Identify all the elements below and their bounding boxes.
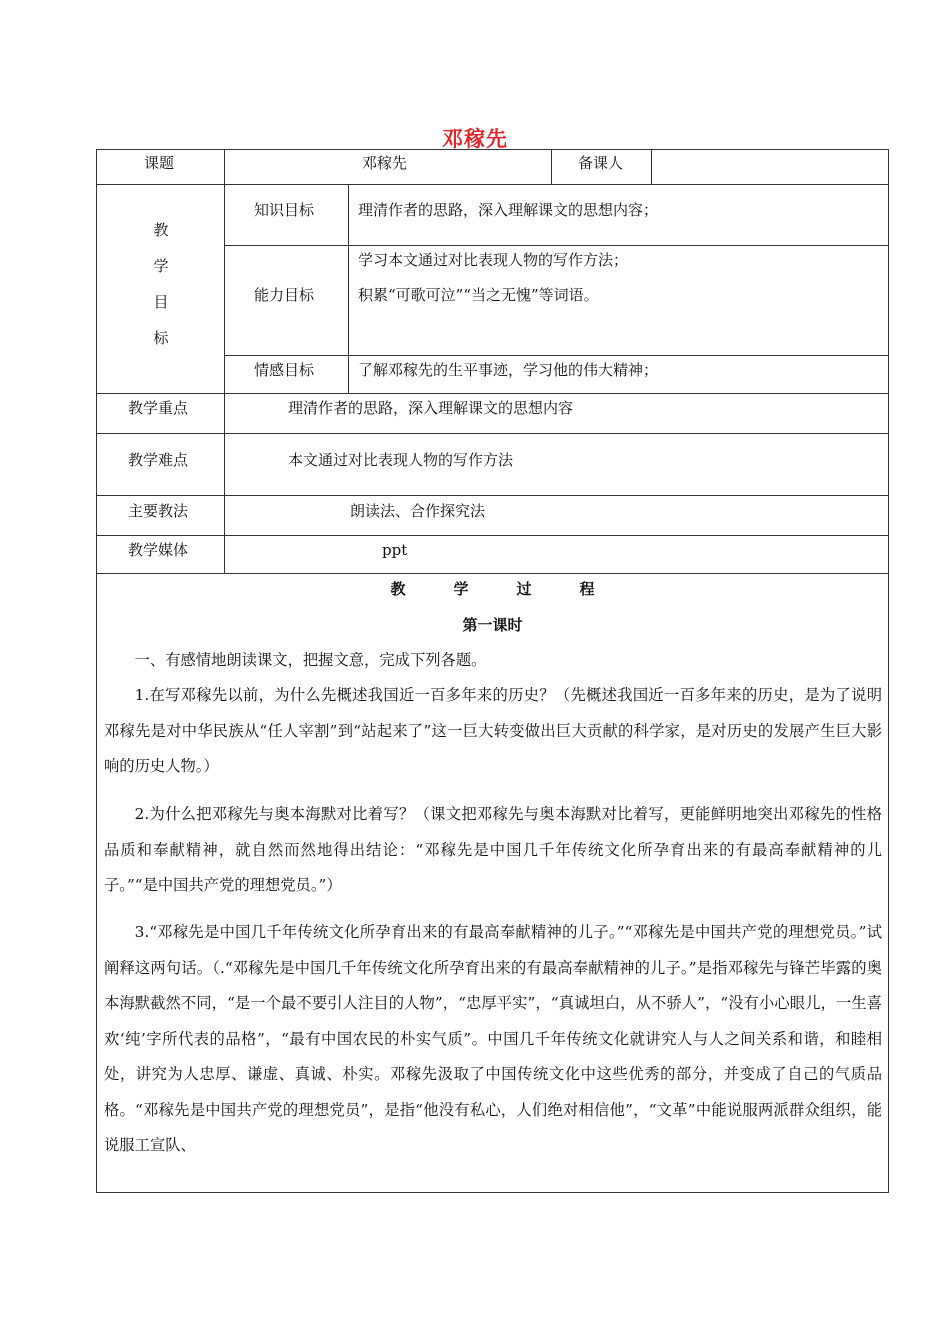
objectives-label-char: 标 — [153, 329, 169, 347]
topic-value: 邓稼先 — [362, 154, 408, 172]
column-divider — [651, 149, 652, 184]
row-divider — [96, 184, 889, 185]
objectives-label — [150, 220, 172, 364]
row-divider — [96, 393, 889, 394]
objectives-label-char: 教 — [153, 221, 169, 239]
process-heading-char: 教 — [390, 580, 406, 598]
column-divider — [348, 184, 349, 393]
row-divider — [96, 433, 889, 434]
row-divider — [224, 355, 889, 356]
process-heading-char: 学 — [453, 580, 469, 598]
emotion-goal-label: 情感目标 — [254, 361, 315, 379]
lesson-heading: 第一课时 — [462, 616, 523, 634]
preparer-label: 备课人 — [578, 154, 624, 172]
ability-goal-line: 积累“可歌可泣”“当之无愧”等词语。 — [358, 286, 599, 304]
emotion-goal-text: 了解邓稼先的生平事迹，学习他的伟大精神； — [358, 361, 659, 379]
key-points-value: 理清作者的思路，深入理解课文的思想内容 — [288, 399, 574, 417]
key-points-label: 教学重点 — [128, 399, 189, 417]
document-title: 邓稼先 — [442, 127, 508, 151]
row-divider — [224, 245, 889, 246]
process-heading-char: 程 — [579, 580, 595, 598]
row-divider — [96, 495, 889, 496]
teaching-method-label: 主要教法 — [128, 502, 189, 520]
objectives-label-char: 目 — [153, 293, 169, 311]
row-divider — [96, 535, 889, 536]
teaching-method-value: 朗读法、合作探究法 — [350, 502, 486, 520]
question-3: 3.“邓稼先是中国几千年传统文化所孕育出来的有最高奉献精神的儿子。”“邓稼先是中国共产党的理想党员。”试阐释这两句话。（.“邓稼先是中国几千年传统文化所孕育出来的有最高奉献精神的儿子。”是指邓稼先与锋芒毕露的奥本海默截然不同，“是一个最不要引人注目的人物”，“忠厚平实”，“真诚坦白，从不骄人”，“没有小心眼儿，一生喜欢‘纯’字所代表的品格”，“最有中国农民的朴实气质”。中国几千年传统文化就讲究人与人之间关系和谐，和睦相处，讲究为人忠厚、谦虚、真诚、朴实。邓稼先汲取了中国传统文化中这些优秀的部分，并变成了自己的气质品格。“邓稼先是中国共产党的理想党员”，是指“他没有私心，人们绝对相信他”，“文革”中能说服两派群众组织，能说服工宣队、 — [104, 923, 882, 1154]
row-divider — [96, 573, 889, 574]
process-heading-char: 过 — [516, 580, 532, 598]
topic-label: 课题 — [144, 154, 175, 172]
ability-goal-line: 学习本文通过对比表现人物的写作方法； — [358, 251, 629, 269]
difficulty-value: 本文通过对比表现人物的写作方法 — [288, 451, 514, 469]
knowledge-goal-label: 知识目标 — [254, 201, 315, 219]
teaching-media-value: ppt — [382, 541, 408, 559]
column-divider — [551, 149, 552, 184]
question-1: 1.在写邓稼先以前，为什么先概述我国近一百多年来的历史？（先概述我国近一百多年来的历史，是为了说明邓稼先是对中华民族从“任人宰割”到“站起来了”这一巨大转变做出巨大贡献的科学家，是对历史的发展产生巨大影响的历史人物。） — [104, 686, 882, 775]
intro-paragraph: 一、有感情地朗读课文，把握文意，完成下列各题。 — [134, 651, 487, 669]
difficulty-label: 教学难点 — [128, 451, 189, 469]
objectives-label-char: 学 — [153, 257, 169, 275]
question-2: 2.为什么把邓稼先与奥本海默对比着写？（课文把邓稼先与奥本海默对比着写，更能鲜明地突出邓稼先的性格品质和奉献精神，就自然而然地得出结论：“邓稼先是中国几千年传统文化所孕育出来的有最高奉献精神的儿子。”“是中国共产党的理想党员。”） — [104, 805, 882, 894]
ability-goal-label: 能力目标 — [254, 286, 315, 304]
column-divider — [224, 149, 225, 573]
process-heading — [96, 578, 889, 599]
knowledge-goal-text: 理清作者的思路，深入理解课文的思想内容； — [358, 201, 659, 219]
teaching-media-label: 教学媒体 — [128, 541, 189, 559]
